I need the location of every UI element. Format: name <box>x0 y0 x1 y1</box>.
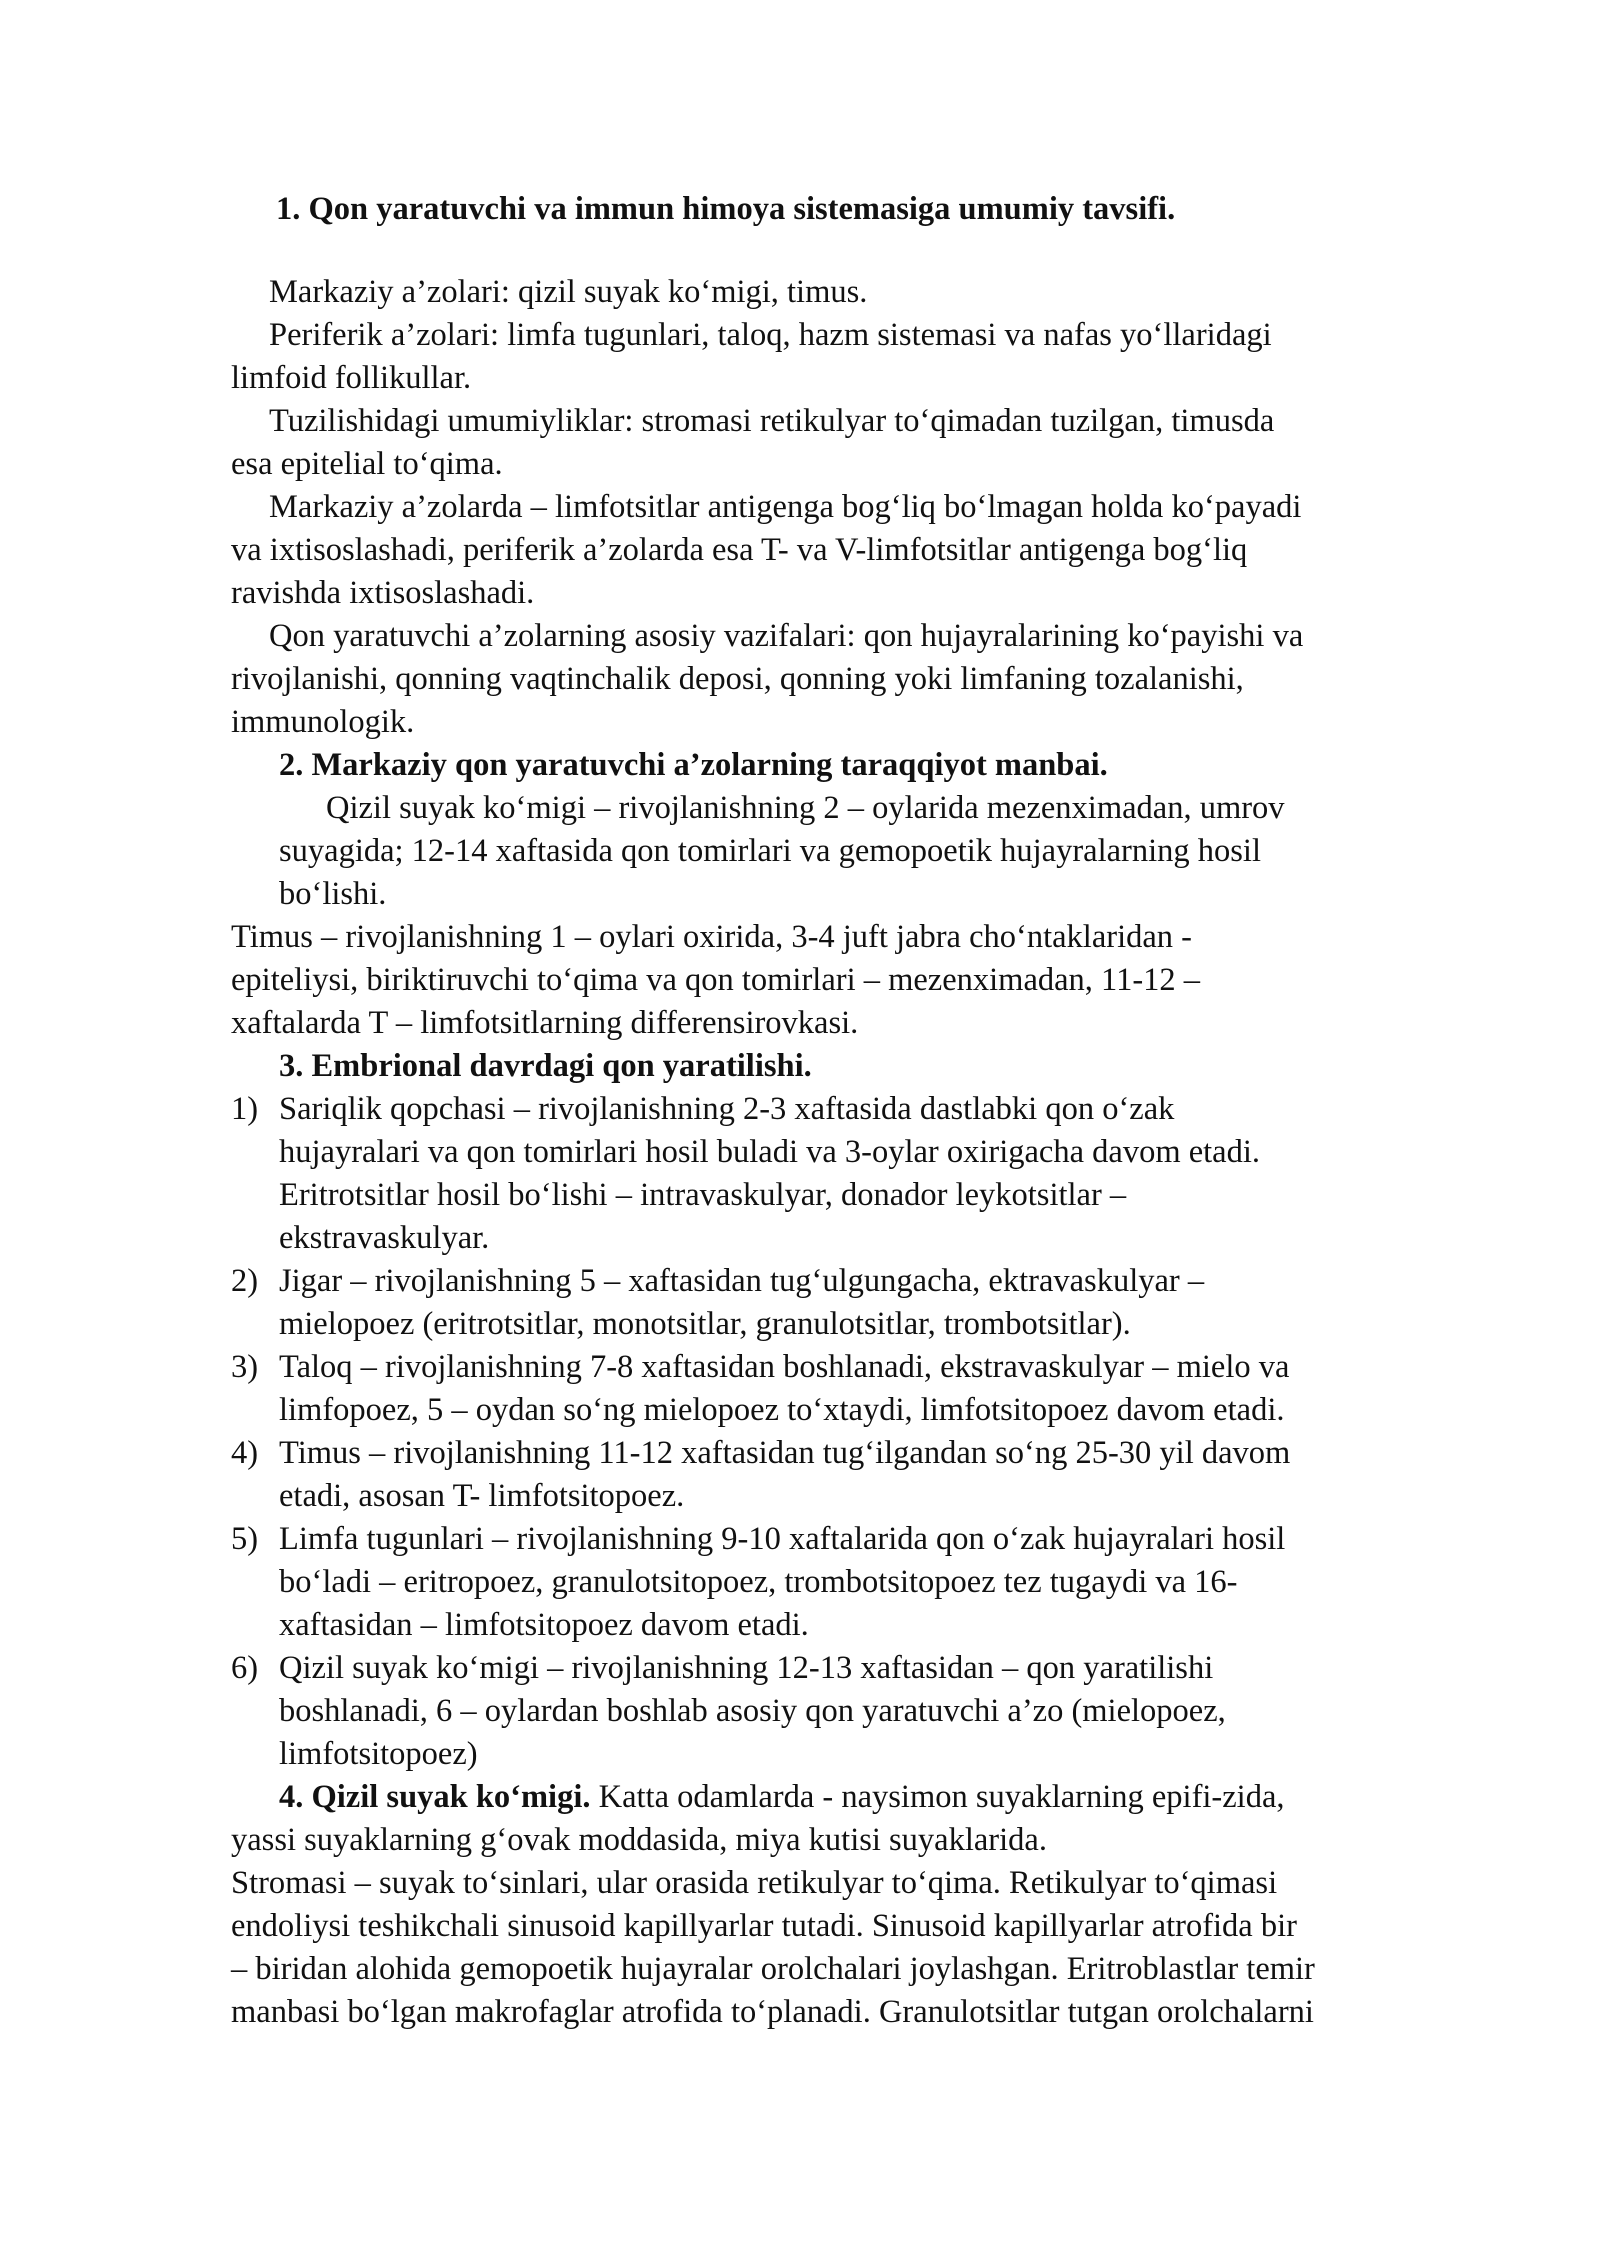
text-line: Limfa tugunlari – rivojlanishning 9-10 xaftalarida qon o‘zak hujayralari hosil <box>279 1521 1286 1557</box>
text-line: Stromasi – suyak to‘sinlari, ular orasida retikulyar to‘qima. Retikulyar to‘qimasi <box>231 1865 1278 1901</box>
text-run: Katta odamlarda - naysimon suyaklarning epifi-zida, <box>590 1779 1285 1815</box>
text-line: suyagida; 12-14 xaftasida qon tomirlari va gemopoetik hujayralarning hosil <box>279 833 1261 869</box>
text-line: mielopoez (eritrotsitlar, monotsitlar, granulotsitlar, trombotsitlar). <box>279 1306 1131 1342</box>
text-line: manbasi bo‘lgan makrofaglar atrofida to‘planadi. Granulotsitlar tutgan orolchalarni <box>231 1994 1314 2030</box>
text-line: ekstravaskulyar. <box>279 1220 490 1256</box>
list-item <box>231 1260 1511 1346</box>
list-item-number: 3) <box>231 1349 259 1385</box>
text-line: Markaziy a’zolarda – limfotsitlar antigenga bog‘liq bo‘lmagan holda ko‘payadi <box>269 489 1302 525</box>
text-line: Qon yaratuvchi a’zolarning asosiy vazifalari: qon hujayralarining ko‘payishi va <box>269 618 1304 654</box>
text-line: Timus – rivojlanishning 11-12 xaftasidan tug‘ilgandan so‘ng 25-30 yil davom <box>279 1435 1291 1471</box>
paragraph-structure <box>231 400 1511 486</box>
text-line: Qizil suyak ko‘migi – rivojlanishning 2 – oylarida mezenximadan, umrov <box>326 790 1285 826</box>
text-line: Periferik a’zolari: limfa tugunlari, taloq, hazm sistemasi va nafas yo‘llaridagi <box>269 317 1272 353</box>
text-line: yassi suyaklarning g‘ovak moddasida, miya kutisi suyaklarida. <box>231 1822 1047 1858</box>
section-heading-4: 4. Qizil suyak ko‘migi. <box>279 1779 591 1815</box>
text-line: va ixtisoslashadi, periferik a’zolarda esa T- va V-limfotsitlar antigenga bog‘liq <box>231 532 1248 568</box>
text-line: ravishda ixtisoslashadi. <box>231 575 535 611</box>
paragraph-thymus-origin <box>231 916 1511 1045</box>
text-line: Eritrotsitlar hosil bo‘lishi – intravaskulyar, donador leykotsitlar – <box>279 1177 1127 1213</box>
text-line: boshlanadi, 6 – oylardan boshlab asosiy qon yaratuvchi a’zo (mielopoez, <box>279 1693 1226 1729</box>
list-item-number: 6) <box>231 1650 259 1686</box>
text-line: epiteliysi, biriktiruvchi to‘qima va qon tomirlari – mezenximadan, 11-12 – <box>231 962 1201 998</box>
document-page <box>231 188 1511 2034</box>
text-line: Markaziy a’zolari: qizil suyak ko‘migi, timus. <box>269 274 868 310</box>
text-line: bo‘lishi. <box>279 876 387 912</box>
text-line: limfopoez, 5 – oydan so‘ng mielopoez to‘xtaydi, limfotsitopoez davom etadi. <box>279 1392 1285 1428</box>
paragraph-peripheral-organs <box>231 314 1511 400</box>
list-item <box>231 1346 1511 1432</box>
text-line: esa epitelial to‘qima. <box>231 446 503 482</box>
list-item <box>231 1432 1511 1518</box>
paragraph-lymphocytes <box>231 486 1511 615</box>
text-line <box>231 1776 1511 1819</box>
paragraph-bone-marrow-origin <box>231 787 1511 916</box>
section-heading-2: 2. Markaziy qon yaratuvchi a’zolarning taraqqiyot manbai. <box>279 747 1108 783</box>
paragraph-bone-marrow <box>231 1776 1511 1862</box>
embryonic-hemopoiesis-list <box>231 1088 1511 1776</box>
text-line: Timus – rivojlanishning 1 – oylari oxirida, 3-4 juft jabra cho‘ntaklaridan - <box>231 919 1192 955</box>
paragraph-central-organs <box>231 271 1511 314</box>
text-line: Jigar – rivojlanishning 5 – xaftasidan tug‘ulgungacha, ektravaskulyar – <box>279 1263 1205 1299</box>
text-line: hujayralari va qon tomirlari hosil buladi va 3-oylar oxirigacha davom etadi. <box>279 1134 1261 1170</box>
text-line: bo‘ladi – eritropoez, granulotsitopoez, trombotsitopoez tez tugaydi va 16- <box>279 1564 1238 1600</box>
text-line: limfotsitopoez) <box>279 1736 478 1772</box>
list-item-number: 2) <box>231 1263 259 1299</box>
list-item-number: 5) <box>231 1521 259 1557</box>
list-item-number: 1) <box>231 1091 259 1127</box>
text-line: immunologik. <box>231 704 415 740</box>
text-line: Tuzilishidagi umumiyliklar: stromasi retikulyar to‘qimadan tuzilgan, timusda <box>269 403 1275 439</box>
text-line: Taloq – rivojlanishning 7-8 xaftasidan boshlanadi, ekstravaskulyar – mielo va <box>279 1349 1290 1385</box>
list-item <box>231 1088 1511 1260</box>
section-heading-1: 1. Qon yaratuvchi va immun himoya sistemasiga umumiy tavsifi. <box>276 191 1176 227</box>
text-line: rivojlanishi, qonning vaqtinchalik deposi, qonning yoki limfaning tozalanishi, <box>231 661 1244 697</box>
text-line: – biridan alohida gemopoetik hujayralar orolchalari joylashgan. Eritroblastlar temir <box>231 1951 1315 1987</box>
text-line: etadi, asosan T- limfotsitopoez. <box>279 1478 685 1514</box>
text-line: Sariqlik qopchasi – rivojlanishning 2-3 xaftasida dastlabki qon o‘zak <box>279 1091 1175 1127</box>
list-item-number: 4) <box>231 1435 259 1471</box>
section-heading-3: 3. Embrional davrdagi qon yaratilishi. <box>279 1048 812 1084</box>
text-line: endoliysi teshikchali sinusoid kapillyarlar tutadi. Sinusoid kapillyarlar atrofida bir <box>231 1908 1297 1944</box>
paragraph-stroma <box>231 1862 1511 2034</box>
text-line: Qizil suyak ko‘migi – rivojlanishning 12-13 xaftasidan – qon yaratilishi <box>279 1650 1214 1686</box>
text-line: limfoid follikullar. <box>231 360 472 396</box>
list-item <box>231 1518 1511 1647</box>
text-line: xaftasidan – limfotsitopoez davom etadi. <box>279 1607 809 1643</box>
text-line: xaftalarda T – limfotsitlarning differensirovkasi. <box>231 1005 859 1041</box>
list-item <box>231 1647 1511 1776</box>
paragraph-functions <box>231 615 1511 744</box>
